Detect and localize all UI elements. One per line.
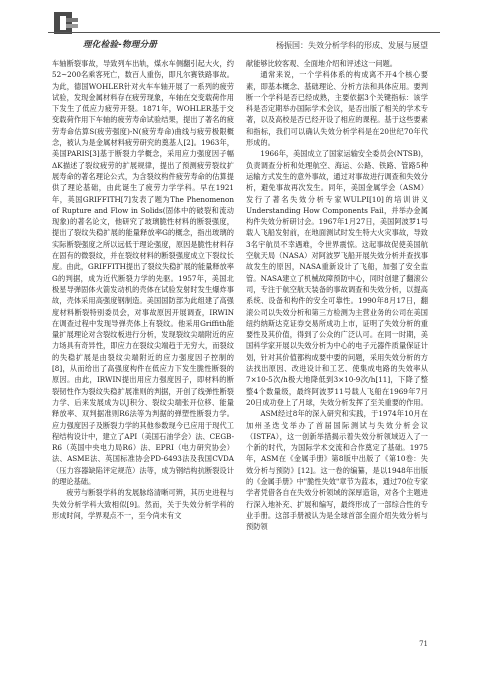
paragraph: 车轴断裂事故，导致列车出轨，煤水车侧翻引起大火，约52~200名乘客死亡，数百人重伤，即凡尔赛铁路事故。为此，德国WOHLER针对火车车轴开展了一系列的疲劳试验，发现金属材料存在疲劳现象，车轴在交变载荷作用下发生了低应力疲劳开裂。1871年，WOHLER基于交变载荷作用下车轴的疲劳寿命试验结果，提出了著名的疲劳寿命估算S(疲劳强度)-N(疲劳寿命)曲线与疲劳极限概念，被认为是金属材料疲劳研究的奠基人[2]。1963年，美国PARIS[3]基于断裂力学概念，采用应力强度因子幅ΔK描述了裂纹疲劳的扩展规律，提出了预测疲劳裂纹扩展寿命的著名理论公式，为含裂纹构件疲劳寿命的估算提供了理论基础，由此诞生了疲劳力学学科。早在1921年，英国GRIFFITH[7]发表了题为The Phenomenon of Rupture and Flow in Solids(固体中的破裂和流动现象)的著名论文，他研究了玻璃脆性材料的断裂强度，提出了裂纹失稳扩展的能量释放率G的概念，指出玻璃的实际断裂强度之所以远低于理论强度，原因是脆性材料存在固有的微裂纹，并在裂纹材料的断裂强度成立下裂纹长度。由此，GRIFFITH提出了裂纹失稳扩展的能量释放率G的判据，成为近代断裂力学的先驱。1957年，美国北极星导弹固体火箭发动机的壳体在试验发射时发生爆炸事故，壳体采用高强度钢制造。美国国防部为此组建了高强度材料断裂特别委员会，对事故原因开展调查，IRWIN在调查过程中发现导弹壳体上有裂纹。他采用Griffith能量扩展理论对含裂纹板进行分析，发现裂纹尖端附近的应力场具有奇异性，即应力在裂纹尖端趋于无穷大，而裂纹的失稳扩展是由裂纹尖端附近的应力强度因子控制的[8]，从而给出了高强度构件在低应力下发生脆性断裂的原因。由此，IRWIN提出用应力强度因子，即材料的断裂韧性作为裂纹失稳扩展准则的判据，开创了线弹性断裂力学、后来发展成为以J积分、裂纹尖端张开位移、能量释放率、双判据准则R6法等为判据的弹塑性断裂力学。应力强度因子及断裂力学的其他参数现今已应用于现代工程结构设计中，建立了API（美国石油学会）法、CEGB-R6（英国中央电力局R6）法、EPRI（电力研究协会）法、ASME法、英国标准协会PD-6493法及我国CVDA（压力容器缺陷评定规范）法等，成为钢结构抗断裂设计的理论基础。 bbox=[52, 59, 234, 486]
paragraph: 疲劳与断裂学科的发展脉络清晰可辨，其历史进程与失效分析学科大致相似[9]。然而，关于失效分析学科的形成时间，学界观点不一，至今尚未有文 bbox=[52, 488, 234, 520]
paragraph: 通常来说，一个学科体系的构成离不开4个核心要素，即基本概念、基础理论、分析方法和具体应用。要判断一个学科是否已经成熟，主要依据3个关键指标：该学科是否定期举办国际学术会议，是否出版了相关的学术专著，以及高校是否已经开设了相应的课程。基于这些要素和指标，我们可以确认失效分析学科是在20世纪70年代形成的。 bbox=[246, 70, 428, 148]
left-text-column bbox=[52, 58, 234, 633]
paragraph: ASM经过8年的深入研究和实践，于1974年10月在加州圣迭戈举办了首届国际测试与失效分析会议（ISTFA），这一创新举措揭示着失效分析领域迈入了一个新的时代，为国际学术交流和合作奠定了基础。1975年，ASM在《金属手册》第8版中出版了《第10卷：失效分析与预防》[12]。这一卷的编纂，是以1948年出版的《金属手册》中"脆性失效"章节为蓝本，通过70位专家学者凭借各自在失效分析领域的深厚造诣，对各个主题进行深入地补充、扩展和编写，最终形成了一部综合性的专业手册。这部手册被认为是全球首部全面介绍失效分析与预防领 bbox=[246, 409, 428, 532]
paragraph: 献能够比较客观、全面地介绍和评述这一问题。 bbox=[246, 59, 397, 68]
paragraph: 1966年，美国成立了国家运输安全委员会(NTSB)，负责调查分析和处理航空、海运、公路、铁路、管路5种运输方式发生的意外事故，通过对事故进行调查和失效分析，避免事故再次发生。同年，美国金属学会（ASM）发行了著名失效分析专家WULPI[10]的培训讲义Understanding How Components Fail，并举办金属构件失效分析研讨会。1967年1月27日，美国阿波罗1号载人飞船发射前，在地面测试时发生特大火灾事故，导致3名宇航员不幸遇难，令世界震惊。这起事故促使美国航空航天局（NASA）对阿波罗飞船开展失效分析并查找事故发生的原因，NASA重新设计了飞船，加强了安全监管。NASA建立了机械故障预防中心，同时创建了翻滚公司，专注于航空航天装备的事故调查和失效分析，以提高系统、设备和构件的安全可靠性。1990年8月17日，翻滚公司以失效分析和第三方检测为主营业务的公司在美国纽约纳斯达克证券交易所成功上市，证明了失效分析的重要性及其价值，得到了公众的广泛认可。在同一时期，美国科学家开展以失效分析为中心的电子元器件质量保证计划，针对其价值都构成要中要的问题，采用失效分析的方法找出原因、改进设计和工艺、使集成电路的失效率从7×10-5次/h极大地降低到3×10-9次/h[11]，下降了整整4个数量级，最终阿波罗11号载人飞船在1969年7月20日成功登上了月球，失效分析发挥了至关重要的作用。 bbox=[246, 149, 428, 407]
journal-name: 理化检验-物理分册 bbox=[83, 40, 158, 50]
page-header bbox=[0, 0, 480, 52]
journal-logo-icon bbox=[52, 8, 82, 38]
page-number: 71 bbox=[419, 640, 428, 648]
right-text-column bbox=[246, 58, 428, 633]
header-rule bbox=[48, 32, 440, 33]
running-head: 杨振国：失效分析学科的形成、发展与展望 bbox=[276, 41, 428, 50]
